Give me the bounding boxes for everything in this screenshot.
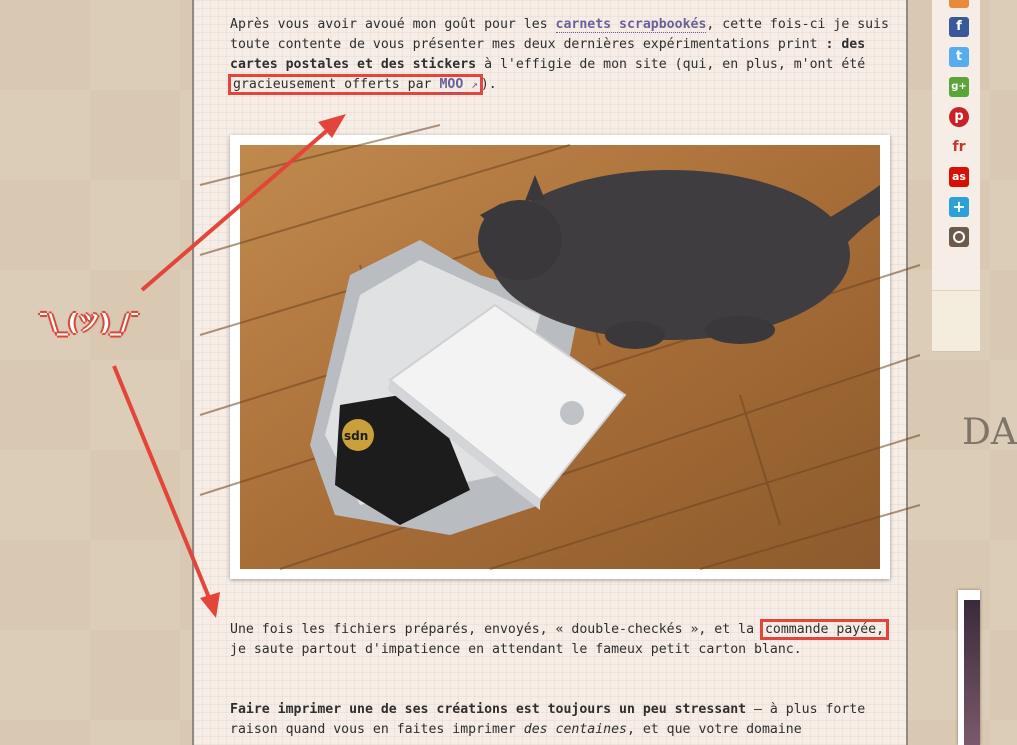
hellocoton-icon[interactable]: fr	[952, 139, 966, 155]
sidebar-band	[932, 290, 980, 352]
pinterest-icon[interactable]: p	[949, 107, 969, 127]
article-photo[interactable]	[230, 135, 890, 579]
instagram-icon[interactable]	[949, 227, 969, 247]
facebook-icon[interactable]: f	[949, 17, 969, 37]
svg-text:sdn: sdn	[344, 429, 369, 443]
stress-paragraph: Faire imprimer une de ses créations est toujours un peu stressant — à plus forte raison quand vous en faites imprimer des centaines, et que votre domaine	[230, 702, 866, 737]
shrug-annotation: ¯\_(ツ)_/¯	[38, 311, 141, 336]
intro-paragraph: Après vous avoir avoué mon goût pour les carnets scrapbookés, cette fois-ci je suis toute contente de vous présenter mes deux dernières expérimentations print : des cartes postales et des stickers à l'effigie de mon site (qui, en plus, m'ont été gracieusement offerts par MOO ↗ ).	[230, 15, 890, 95]
external-link-icon: ↗	[471, 78, 478, 91]
sidebar-image[interactable]	[958, 590, 980, 745]
google-plus-icon[interactable]: g+	[949, 77, 969, 97]
highlight-commande-payee: commande payée,	[760, 619, 889, 640]
lastfm-icon[interactable]: as	[949, 167, 969, 187]
order-paragraph: Une fois les fichiers préparés, envoyés, « double-checkés », et la commande payée, je saute partout d'impatience en attendant le fameux petit carton blanc.	[230, 620, 890, 660]
carnets-scrapbookes-link[interactable]: carnets scrapbookés	[555, 17, 707, 32]
share-sidebar	[932, 0, 980, 291]
twitter-icon[interactable]: t	[949, 47, 969, 67]
cat-parcel-image	[240, 145, 880, 569]
highlight-gracieusement: gracieusement offerts par MOO ↗	[228, 74, 483, 95]
moo-link[interactable]: MOO	[439, 77, 464, 92]
rss-icon[interactable]	[949, 0, 969, 8]
sidebar-heading-fragment: DA	[962, 412, 1017, 453]
bloglovin-icon[interactable]: +	[949, 197, 969, 217]
